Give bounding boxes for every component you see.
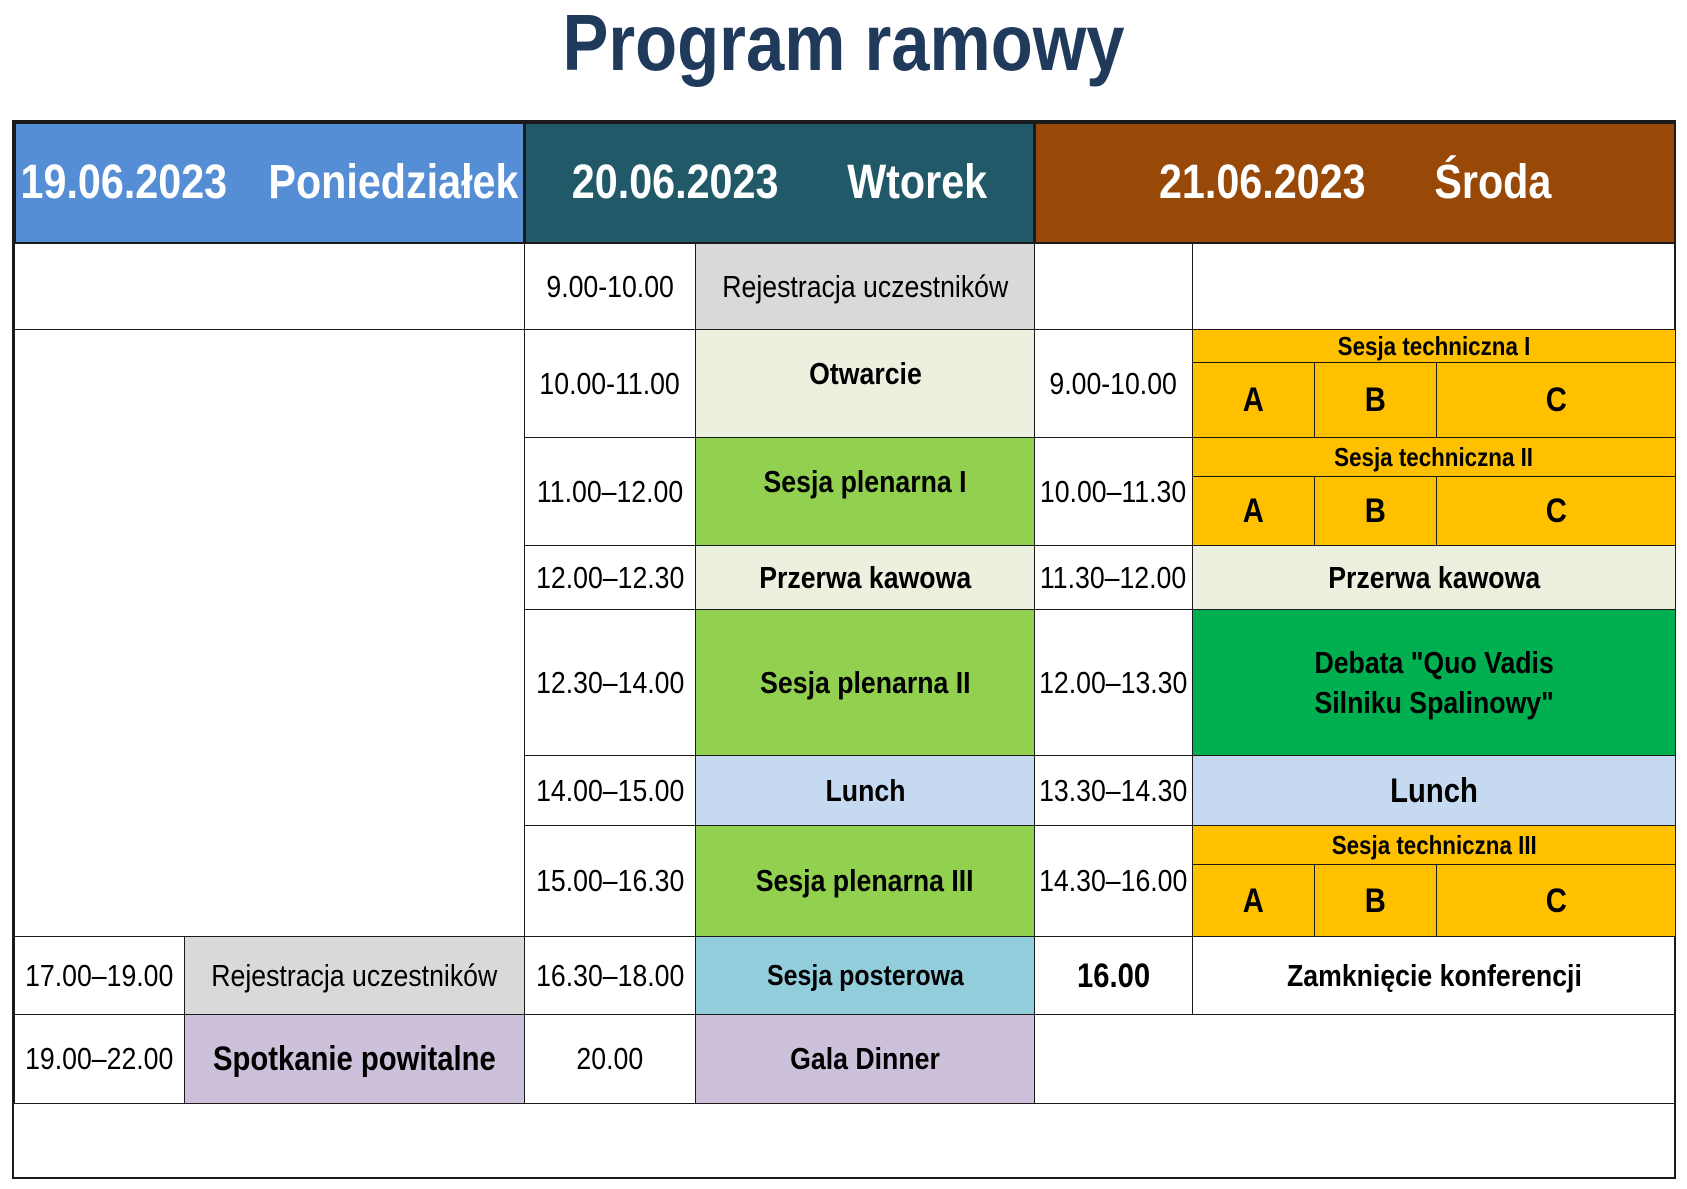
wednesday-empty-cell	[1192, 243, 1676, 330]
tech-session-1-room-a: A	[1192, 362, 1315, 438]
tuesday-opening: Otwarcie	[695, 329, 1035, 438]
tuesday-date: 20.06.2023	[571, 156, 779, 209]
monday-date: 19.06.2023	[20, 156, 228, 209]
tuesday-poster-session: Sesja posterowa	[695, 936, 1035, 1015]
tuesday-time-cell: 9.00-10.00	[524, 243, 696, 330]
wednesday-empty-cell	[1034, 1014, 1676, 1104]
wednesday-time-cell: 13.30–14.30	[1034, 755, 1193, 826]
tech-session-3-room-a: A	[1192, 864, 1315, 937]
monday-welcome-meeting: Spotkanie powitalne	[184, 1014, 525, 1104]
monday-empty-block	[14, 329, 525, 937]
wednesday-coffee-break: Przerwa kawowa	[1192, 545, 1676, 610]
tech-session-3-title: Sesja techniczna III	[1192, 825, 1676, 865]
tech-session-2-room-c: C	[1436, 476, 1676, 546]
tuesday-plenary-1: Sesja plenarna I	[695, 437, 1035, 546]
monday-registration: Rejestracja uczestników	[184, 936, 525, 1015]
debate-line-1: Debata "Quo Vadis	[1314, 644, 1554, 680]
wednesday-closing: Zamknięcie konferencji	[1192, 936, 1676, 1015]
tuesday-time-cell: 20.00	[524, 1014, 696, 1104]
tuesday-lunch: Lunch	[695, 755, 1035, 826]
tech-session-2-room-b: B	[1314, 476, 1437, 546]
tuesday-time-cell: 16.30–18.00	[524, 936, 696, 1015]
tuesday-plenary-2: Sesja plenarna II	[695, 609, 1035, 756]
page-title: Program ramowy	[562, 0, 1125, 87]
debate-line-2: Silniku Spalinowy"	[1314, 684, 1554, 720]
tuesday-gala-dinner: Gala Dinner	[695, 1014, 1035, 1104]
tuesday-coffee-break: Przerwa kawowa	[695, 545, 1035, 610]
tech-session-3-room-c: C	[1436, 864, 1676, 937]
tech-session-1-room-c: C	[1436, 362, 1676, 438]
tuesday-time-cell: 15.00–16.30	[524, 825, 696, 937]
tech-session-3-room-b: B	[1314, 864, 1437, 937]
tuesday-time-cell: 10.00-11.00	[524, 329, 696, 438]
wednesday-date: 21.06.2023	[1158, 156, 1366, 209]
monday-header	[14, 122, 525, 244]
wednesday-time-cell: 12.00–13.30	[1034, 609, 1193, 756]
wednesday-lunch: Lunch	[1192, 755, 1676, 826]
wednesday-header	[1034, 122, 1676, 244]
wednesday-time-cell: 9.00-10.00	[1034, 329, 1193, 438]
wednesday-time-cell: 11.30–12.00	[1034, 545, 1193, 610]
wednesday-debate	[1192, 609, 1676, 756]
tuesday-time-cell: 14.00–15.00	[524, 755, 696, 826]
schedule-table	[12, 120, 1676, 1179]
tuesday-plenary-3: Sesja plenarna III	[695, 825, 1035, 937]
wednesday-time-cell: 16.00	[1034, 936, 1193, 1015]
monday-time-cell: 19.00–22.00	[14, 1014, 185, 1104]
tech-session-1-room-b: B	[1314, 362, 1437, 438]
tuesday-time-cell: 12.30–14.00	[524, 609, 696, 756]
wednesday-empty-cell	[1034, 243, 1193, 330]
tech-session-2-room-a: A	[1192, 476, 1315, 546]
tuesday-time-cell: 12.00–12.30	[524, 545, 696, 610]
wednesday-time-cell: 14.30–16.00	[1034, 825, 1193, 937]
monday-empty-cell	[14, 243, 525, 330]
tuesday-registration: Rejestracja uczestników	[695, 243, 1035, 330]
monday-day: Poniedziałek	[268, 156, 519, 209]
wednesday-day: Środa	[1434, 156, 1552, 209]
tuesday-header	[524, 122, 1035, 244]
tuesday-day: Wtorek	[847, 156, 988, 209]
tech-session-1-title: Sesja techniczna I	[1192, 329, 1676, 363]
wednesday-time-cell: 10.00–11.30	[1034, 437, 1193, 546]
monday-time-cell: 17.00–19.00	[14, 936, 185, 1015]
tech-session-2-title: Sesja techniczna II	[1192, 437, 1676, 477]
tuesday-time-cell: 11.00–12.00	[524, 437, 696, 546]
